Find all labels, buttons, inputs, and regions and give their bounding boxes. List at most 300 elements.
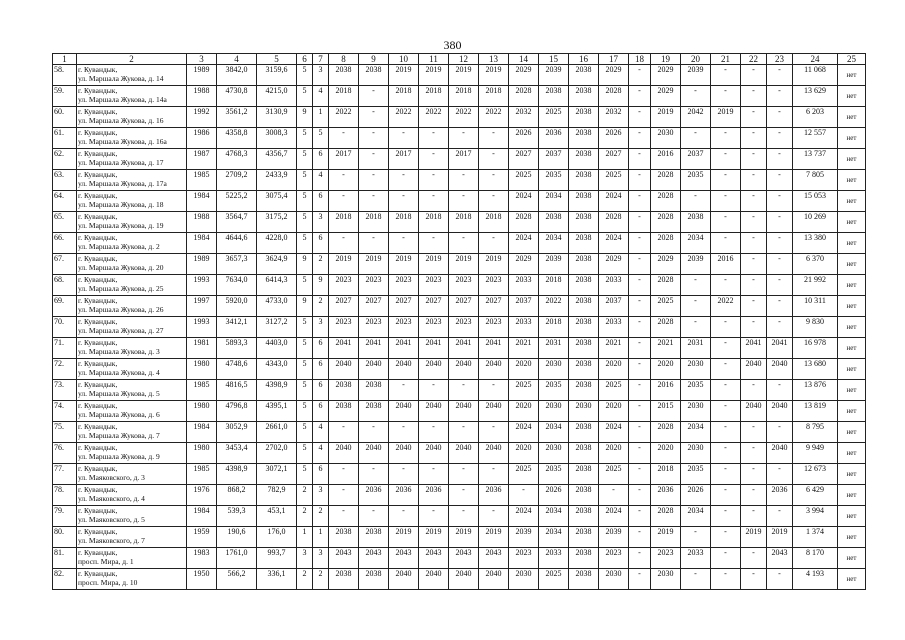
table-cell: 2018 xyxy=(389,212,419,233)
table-cell: 2018 xyxy=(359,212,389,233)
table-cell: - xyxy=(711,233,741,254)
table-cell: 2036 xyxy=(419,485,449,506)
table-cell: 2026 xyxy=(539,485,569,506)
table-cell: - xyxy=(711,128,741,149)
table-cell: 2043 xyxy=(329,548,359,569)
table-cell: 3072,1 xyxy=(257,464,297,485)
column-header: 24 xyxy=(793,54,838,65)
table-cell: нет xyxy=(838,359,866,380)
table-cell: 4215,0 xyxy=(257,86,297,107)
table-cell: 5 xyxy=(297,191,313,212)
row-number-cell: 68. xyxy=(53,275,77,296)
table-cell: 2023 xyxy=(389,275,419,296)
table-cell: 2029 xyxy=(651,254,681,275)
table-cell: 2032 xyxy=(509,107,539,128)
column-header: 21 xyxy=(711,54,741,65)
table-cell: 2709,2 xyxy=(217,170,257,191)
column-header: 25 xyxy=(838,54,866,65)
table-cell: - xyxy=(741,422,767,443)
table-cell: 2024 xyxy=(509,422,539,443)
table-cell: 2019 xyxy=(389,527,419,548)
table-cell: 4 xyxy=(313,422,329,443)
table-cell: 2038 xyxy=(569,212,599,233)
table-cell: - xyxy=(741,317,767,338)
table-cell: 4730,8 xyxy=(217,86,257,107)
table-cell: нет xyxy=(838,296,866,317)
table-cell: 2038 xyxy=(359,527,389,548)
table-cell: 9 949 xyxy=(793,443,838,464)
table-cell: 2028 xyxy=(651,191,681,212)
table-cell: - xyxy=(711,212,741,233)
table-cell: 993,7 xyxy=(257,548,297,569)
table-cell: 1984 xyxy=(187,191,217,212)
table-cell: 2042 xyxy=(681,107,711,128)
table-cell: 2038 xyxy=(569,506,599,527)
table-cell: - xyxy=(359,128,389,149)
row-number-cell: 65. xyxy=(53,212,77,233)
table-cell: - xyxy=(741,254,767,275)
table-cell: 2034 xyxy=(681,422,711,443)
table-cell: 1 374 xyxy=(793,527,838,548)
table-cell: - xyxy=(767,380,793,401)
table-cell: 2028 xyxy=(599,212,629,233)
table-cell: - xyxy=(767,317,793,338)
table-cell: 3 xyxy=(313,485,329,506)
table-cell: 3130,9 xyxy=(257,107,297,128)
table-cell: 2433,9 xyxy=(257,170,297,191)
column-header: 22 xyxy=(741,54,767,65)
table-cell: 2027 xyxy=(449,296,479,317)
table-cell: - xyxy=(767,128,793,149)
table-cell: 2033 xyxy=(599,275,629,296)
table-cell: 3453,4 xyxy=(217,443,257,464)
table-cell: нет xyxy=(838,443,866,464)
table-cell: 2033 xyxy=(539,548,569,569)
table-cell: 2019 xyxy=(479,254,509,275)
table-cell: - xyxy=(329,170,359,191)
table-cell: 2023 xyxy=(509,548,539,569)
table-cell: - xyxy=(449,191,479,212)
table-cell: - xyxy=(711,401,741,422)
column-header: 2 xyxy=(77,54,187,65)
table-cell: - xyxy=(629,401,651,422)
table-cell: 9 xyxy=(297,296,313,317)
table-row xyxy=(53,569,866,590)
table-cell: - xyxy=(629,86,651,107)
table-cell: - xyxy=(389,128,419,149)
table-cell: 868,2 xyxy=(217,485,257,506)
table-cell: 2 xyxy=(313,296,329,317)
table-cell: 2040 xyxy=(741,401,767,422)
table-cell: 2035 xyxy=(681,464,711,485)
table-cell: 2028 xyxy=(509,212,539,233)
table-cell: 2026 xyxy=(509,128,539,149)
table-cell: 2018 xyxy=(479,86,509,107)
table-cell: 1959 xyxy=(187,527,217,548)
table-cell: - xyxy=(449,485,479,506)
table-cell: 2036 xyxy=(479,485,509,506)
table-cell: 2018 xyxy=(449,212,479,233)
table-cell: 3052,9 xyxy=(217,422,257,443)
row-number-cell: 70. xyxy=(53,317,77,338)
table-cell: - xyxy=(629,485,651,506)
table-cell: 3412,1 xyxy=(217,317,257,338)
table-cell: 3 xyxy=(313,548,329,569)
table-cell: нет xyxy=(838,317,866,338)
table-cell: нет xyxy=(838,422,866,443)
table-cell: - xyxy=(711,569,741,590)
table-cell: 2040 xyxy=(449,569,479,590)
table-cell: 2040 xyxy=(389,443,419,464)
table-cell: 2023 xyxy=(389,317,419,338)
table-cell: 2019 xyxy=(419,254,449,275)
table-cell: - xyxy=(479,128,509,149)
table-cell: 2031 xyxy=(681,338,711,359)
table-cell: - xyxy=(711,65,741,86)
table-cell: 2036 xyxy=(539,128,569,149)
table-cell: 6 xyxy=(313,380,329,401)
table-cell: 6 203 xyxy=(793,107,838,128)
table-cell: 1983 xyxy=(187,548,217,569)
table-cell: 2016 xyxy=(651,380,681,401)
table-cell: 2028 xyxy=(651,506,681,527)
table-row xyxy=(53,548,866,569)
table-cell: 2034 xyxy=(539,233,569,254)
table-cell: 2023 xyxy=(449,317,479,338)
table-cell: 2037 xyxy=(681,149,711,170)
table-cell: 2030 xyxy=(539,401,569,422)
table-cell: - xyxy=(629,254,651,275)
table-cell: 2022 xyxy=(449,107,479,128)
address-cell: г. Кувандык, ул. Маяковского, д. 4 xyxy=(77,485,187,506)
table-cell: 12 557 xyxy=(793,128,838,149)
table-cell: 9 xyxy=(313,275,329,296)
table-cell: 21 992 xyxy=(793,275,838,296)
table-cell: нет xyxy=(838,548,866,569)
column-header: 13 xyxy=(479,54,509,65)
table-cell: - xyxy=(711,338,741,359)
row-number-cell: 59. xyxy=(53,86,77,107)
address-cell: г. Кувандык, ул. Маршала Жукова, д. 14 xyxy=(77,65,187,86)
table-cell: 176,0 xyxy=(257,527,297,548)
table-cell: 2038 xyxy=(329,65,359,86)
table-cell: - xyxy=(681,296,711,317)
table-cell: 4816,5 xyxy=(217,380,257,401)
address-cell: г. Кувандык, ул. Маршала Жукова, д. 17а xyxy=(77,170,187,191)
table-cell: 2024 xyxy=(599,422,629,443)
table-cell: 1980 xyxy=(187,401,217,422)
table-cell: 2023 xyxy=(479,317,509,338)
table-cell: - xyxy=(711,464,741,485)
table-row xyxy=(53,107,866,128)
table-cell: - xyxy=(419,233,449,254)
table-cell: 2025 xyxy=(509,170,539,191)
table-row xyxy=(53,317,866,338)
row-number-cell: 76. xyxy=(53,443,77,464)
table-cell: 2039 xyxy=(681,254,711,275)
column-header: 6 xyxy=(297,54,313,65)
table-cell: 2038 xyxy=(569,107,599,128)
table-cell: 2 xyxy=(313,254,329,275)
table-cell: 2029 xyxy=(651,65,681,86)
table-cell: 2019 xyxy=(419,65,449,86)
table-cell: 2040 xyxy=(419,569,449,590)
table-cell: - xyxy=(419,422,449,443)
table-cell: - xyxy=(681,527,711,548)
row-number-cell: 75. xyxy=(53,422,77,443)
table-cell: 2030 xyxy=(651,128,681,149)
table-cell: - xyxy=(767,86,793,107)
table-cell: 2025 xyxy=(539,107,569,128)
column-header: 1 xyxy=(53,54,77,65)
table-cell: - xyxy=(767,170,793,191)
address-cell: г. Кувандык, ул. Маяковского, д. 3 xyxy=(77,464,187,485)
table-cell: - xyxy=(629,380,651,401)
table-cell: 2025 xyxy=(651,296,681,317)
table-cell: 3657,3 xyxy=(217,254,257,275)
table-cell: 3 xyxy=(313,65,329,86)
table-cell: 2038 xyxy=(569,464,599,485)
address-cell: г. Кувандык, ул. Маршала Жукова, д. 19 xyxy=(77,212,187,233)
table-cell: 2040 xyxy=(329,359,359,380)
table-cell: 2018 xyxy=(329,212,359,233)
table-cell: 3561,2 xyxy=(217,107,257,128)
table-cell: 10 311 xyxy=(793,296,838,317)
table-cell: 2043 xyxy=(359,548,389,569)
address-cell: г. Кувандык, просп. Мира, д. 1 xyxy=(77,548,187,569)
table-row xyxy=(53,401,866,422)
table-cell: 2023 xyxy=(449,275,479,296)
table-cell: 2041 xyxy=(741,338,767,359)
row-number-cell: 81. xyxy=(53,548,77,569)
table-cell: 13 876 xyxy=(793,380,838,401)
table-cell: 2039 xyxy=(509,527,539,548)
table-cell: 2038 xyxy=(359,401,389,422)
table-cell: - xyxy=(629,212,651,233)
table-cell: - xyxy=(629,191,651,212)
table-cell: 9 xyxy=(297,254,313,275)
page-number: 380 xyxy=(443,38,462,52)
table-cell: 3075,4 xyxy=(257,191,297,212)
table-cell: - xyxy=(629,149,651,170)
table-cell: 4358,8 xyxy=(217,128,257,149)
table-cell: 2035 xyxy=(681,380,711,401)
table-cell: 2034 xyxy=(681,233,711,254)
table-cell: 2038 xyxy=(569,569,599,590)
table-cell: 5 xyxy=(297,65,313,86)
table-cell: 2019 xyxy=(449,65,479,86)
table-cell: 2029 xyxy=(509,254,539,275)
table-cell: - xyxy=(389,170,419,191)
table-cell: нет xyxy=(838,464,866,485)
table-cell: 2030 xyxy=(651,569,681,590)
table-cell: 2024 xyxy=(509,233,539,254)
row-number-cell: 67. xyxy=(53,254,77,275)
table-cell: 6414,3 xyxy=(257,275,297,296)
table-cell: - xyxy=(599,485,629,506)
column-header: 8 xyxy=(329,54,359,65)
table-cell: 2026 xyxy=(599,128,629,149)
table-cell: - xyxy=(629,107,651,128)
table-cell: 2021 xyxy=(599,338,629,359)
table-cell: 2 xyxy=(297,569,313,590)
address-cell: г. Кувандык, ул. Маршала Жукова, д. 4 xyxy=(77,359,187,380)
table-cell: 2028 xyxy=(599,86,629,107)
table-cell: 2019 xyxy=(651,107,681,128)
table-cell: - xyxy=(359,506,389,527)
table-cell: 5 xyxy=(297,233,313,254)
column-header: 23 xyxy=(767,54,793,65)
table-cell: - xyxy=(711,149,741,170)
table-cell: 6 xyxy=(313,233,329,254)
address-cell: г. Кувандык, ул. Маршала Жукова, д. 5 xyxy=(77,380,187,401)
table-cell: - xyxy=(479,149,509,170)
table-cell: 2035 xyxy=(539,380,569,401)
table-cell: 2043 xyxy=(479,548,509,569)
table-cell: 2040 xyxy=(449,401,479,422)
table-cell: 2020 xyxy=(651,443,681,464)
table-cell: 2041 xyxy=(767,338,793,359)
table-cell: 6 xyxy=(313,401,329,422)
table-cell: 3 994 xyxy=(793,506,838,527)
table-cell: 5 xyxy=(297,443,313,464)
table-cell: 2022 xyxy=(419,107,449,128)
table-cell: 1986 xyxy=(187,128,217,149)
table-row xyxy=(53,422,866,443)
table-cell: 2027 xyxy=(329,296,359,317)
table-cell: - xyxy=(329,506,359,527)
table-cell: - xyxy=(681,275,711,296)
table-cell: 4398,9 xyxy=(217,464,257,485)
table-cell: - xyxy=(711,548,741,569)
table-cell: - xyxy=(741,107,767,128)
table-cell: 2041 xyxy=(449,338,479,359)
table-cell: 2040 xyxy=(479,443,509,464)
table-cell: 2040 xyxy=(419,359,449,380)
table-cell: - xyxy=(741,170,767,191)
table-cell: 2038 xyxy=(569,296,599,317)
table-cell: 5 xyxy=(297,380,313,401)
column-header: 5 xyxy=(257,54,297,65)
table-cell: нет xyxy=(838,254,866,275)
table-cell: 2020 xyxy=(651,359,681,380)
table-cell: 2019 xyxy=(711,107,741,128)
table-cell: 2030 xyxy=(681,443,711,464)
table-cell: - xyxy=(767,275,793,296)
table-cell: 1976 xyxy=(187,485,217,506)
table-cell: 2043 xyxy=(767,548,793,569)
table-cell: 2024 xyxy=(509,191,539,212)
address-cell: г. Кувандык, ул. Маршала Жукова, д. 9 xyxy=(77,443,187,464)
table-cell: 2036 xyxy=(389,485,419,506)
table-cell: - xyxy=(419,464,449,485)
column-header: 3 xyxy=(187,54,217,65)
row-number-cell: 80. xyxy=(53,527,77,548)
table-cell: - xyxy=(329,422,359,443)
table-cell: 5 xyxy=(297,401,313,422)
table-cell: 2039 xyxy=(539,65,569,86)
column-header: 12 xyxy=(449,54,479,65)
table-cell: - xyxy=(767,65,793,86)
table-cell: 2040 xyxy=(359,443,389,464)
table-cell: 3624,9 xyxy=(257,254,297,275)
table-cell: - xyxy=(741,275,767,296)
table-cell: - xyxy=(389,506,419,527)
table-cell: - xyxy=(359,149,389,170)
table-cell: 2028 xyxy=(651,275,681,296)
table-row xyxy=(53,191,866,212)
table-cell: 1950 xyxy=(187,569,217,590)
address-cell: г. Кувандык, ул. Маршала Жукова, д. 18 xyxy=(77,191,187,212)
table-cell: 13 380 xyxy=(793,233,838,254)
table-cell: 4 xyxy=(313,443,329,464)
table-cell: 2027 xyxy=(599,149,629,170)
table-cell: 2019 xyxy=(767,527,793,548)
column-header: 19 xyxy=(651,54,681,65)
table-cell: - xyxy=(767,254,793,275)
table-cell: 2040 xyxy=(329,443,359,464)
table-cell: 2028 xyxy=(651,212,681,233)
table-cell: 2030 xyxy=(681,359,711,380)
table-cell: - xyxy=(419,149,449,170)
table-cell: 5 xyxy=(297,422,313,443)
table-cell: 2 xyxy=(297,485,313,506)
table-cell: 2019 xyxy=(741,527,767,548)
table-cell: - xyxy=(449,506,479,527)
table-cell: 2 xyxy=(313,506,329,527)
table-cell: - xyxy=(359,464,389,485)
table-cell: 1761,0 xyxy=(217,548,257,569)
table-cell: 9 830 xyxy=(793,317,838,338)
table-cell: 2021 xyxy=(651,338,681,359)
table-cell: - xyxy=(681,128,711,149)
table-cell: 5 xyxy=(297,317,313,338)
table-cell: нет xyxy=(838,275,866,296)
table-cell: 2034 xyxy=(539,527,569,548)
table-cell: 2023 xyxy=(359,275,389,296)
table-cell: 2043 xyxy=(449,548,479,569)
housing-registry-table xyxy=(52,53,866,590)
row-number-cell: 77. xyxy=(53,464,77,485)
table-cell: 2028 xyxy=(651,422,681,443)
column-header: 16 xyxy=(569,54,599,65)
table-cell: - xyxy=(359,86,389,107)
table-cell: 1980 xyxy=(187,443,217,464)
table-cell: 2030 xyxy=(539,443,569,464)
table-cell: - xyxy=(389,464,419,485)
table-cell: 3 xyxy=(313,317,329,338)
table-cell: 7 805 xyxy=(793,170,838,191)
column-header: 14 xyxy=(509,54,539,65)
table-cell: 2036 xyxy=(359,485,389,506)
table-cell: нет xyxy=(838,569,866,590)
table-cell: - xyxy=(629,233,651,254)
table-cell: 2043 xyxy=(419,548,449,569)
table-cell: 2025 xyxy=(599,380,629,401)
table-cell: 2038 xyxy=(569,422,599,443)
table-cell: - xyxy=(629,128,651,149)
table-cell: - xyxy=(629,422,651,443)
table-cell: 2034 xyxy=(539,422,569,443)
table-cell: 13 737 xyxy=(793,149,838,170)
table-cell: 2023 xyxy=(419,275,449,296)
table-cell: 2028 xyxy=(651,233,681,254)
table-cell: 3 xyxy=(297,548,313,569)
table-row xyxy=(53,212,866,233)
table-cell: 5 xyxy=(297,149,313,170)
table-cell: - xyxy=(389,422,419,443)
table-cell: - xyxy=(711,380,741,401)
